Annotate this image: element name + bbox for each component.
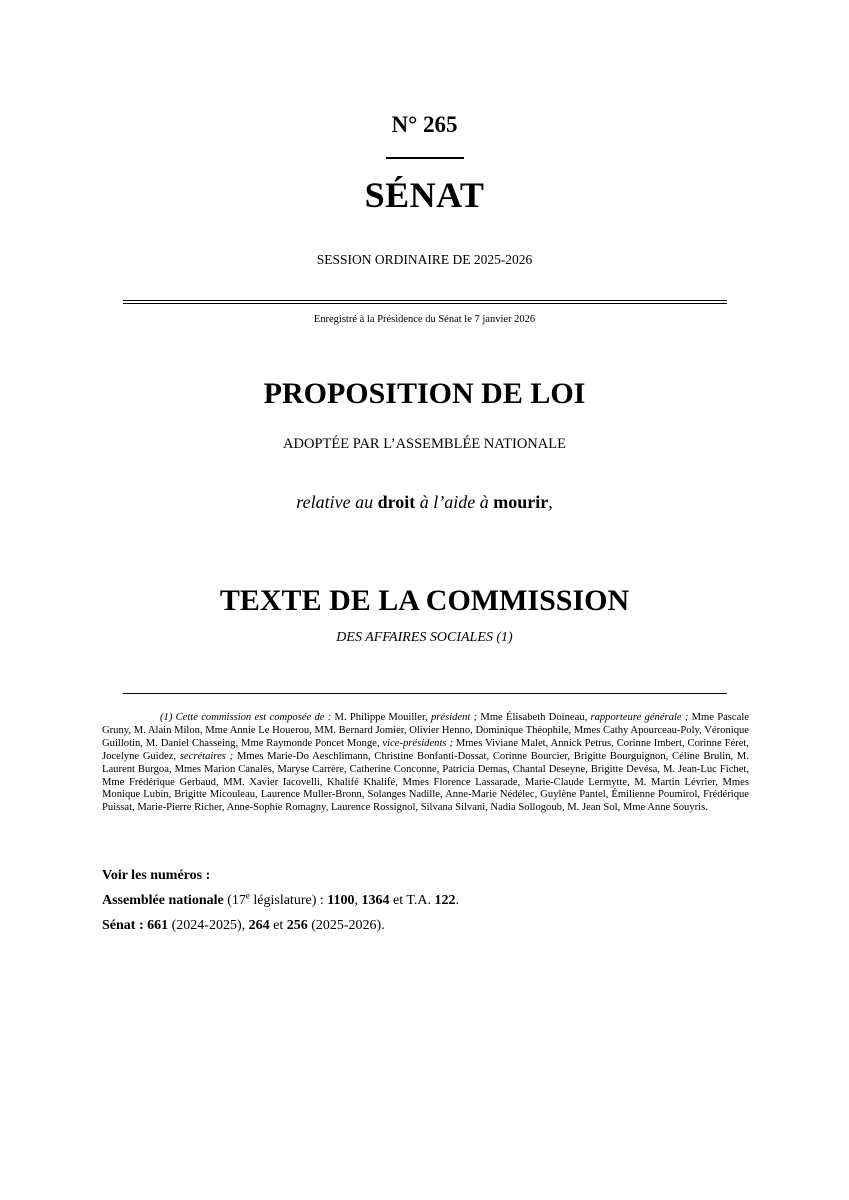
- legislature-number: 17: [231, 893, 246, 908]
- role-label: vice-présidents ;: [382, 737, 453, 749]
- proposal-subject: [0, 492, 849, 513]
- role-label: secrétaires ;: [179, 750, 234, 762]
- subject-keyword-droit: droit: [377, 492, 416, 512]
- session-years: (2025-2026).: [307, 918, 385, 933]
- footnote-intro: (1) Cette commission est composée de :: [160, 712, 335, 723]
- footnote-divider: [123, 693, 727, 694]
- subject-part: à l’aide à: [415, 492, 494, 512]
- session-line: SESSION ORDINAIRE DE 2025-2026: [316, 252, 533, 267]
- subject-part: relative au: [296, 492, 378, 512]
- proposal-title: PROPOSITION DE LOI: [263, 377, 586, 410]
- commission-title: TEXTE DE LA COMMISSION: [219, 584, 630, 617]
- role-label: président ;: [430, 712, 478, 723]
- chamber-title: SÉNAT: [364, 175, 485, 215]
- reference-number: 1364: [361, 893, 390, 908]
- session-years: (2024-2025),: [168, 918, 249, 933]
- members-text: Mme Élisabeth Doineau,: [477, 712, 591, 723]
- commission-subtitle: DES AFFAIRES SOCIALES (1): [336, 630, 513, 645]
- reference-number: 256: [286, 918, 308, 933]
- legislature-suffix: e: [245, 890, 250, 901]
- reference-number: 122: [434, 893, 456, 908]
- separator: et: [269, 918, 287, 933]
- members-text: M. Philippe Mouiller,: [334, 712, 431, 723]
- role-label: rapporteure générale ;: [590, 712, 689, 723]
- commission-members-footnote: [102, 712, 749, 815]
- reference-number: 1100: [327, 893, 355, 908]
- legislature-text: législature) :: [249, 893, 328, 908]
- senat-references: [102, 918, 802, 934]
- senat-label: Sénat :: [102, 918, 148, 933]
- double-divider: [123, 300, 727, 304]
- separator: et T.A.: [389, 893, 435, 908]
- members-text: Mmes Marie-Do Aeschlimann, Christine Bonfanti-Dossat, Corinne Bourcier, Brigitte Bourguignon, Céline Brulin, M. Laurent Burgoa, Mmes Marion Canalès, Maryse Carrère, Catherine Conconne, Patricia Demas, Chantal Deseyne, Brigitte Devésa, M. Jean-Luc Fichet, Mme Frédérique Gerbaud, MM. Xavier Iacovelli, Khalifé Khalifé, Mmes Florence Lassarade, Marie-Claude Lermytte, M. Martin Lévrier, Mmes Monique Lubin, Brigitte Micouleau, Laurence Muller-Bronn, Solanges Nadille, Anne-Marie Nédélec, Guylène Pantel, Émilienne Poumirol, Frédérique Puissat, Marie-Pierre Richer, Anne-Sophie Romagny, Laurence Rossignol, Silvana Silvani, Nadia Sollogoub, M. Jean Sol, Mme Anne Souyris.: [102, 750, 749, 814]
- members-text: Mmes Viviane Malet, Annick Petrus, Corinne Imbert, Corinne Féret, Jocelyne Guidez,: [102, 737, 749, 762]
- registration-line: Enregistré à la Présidence du Sénat le 7 janvier 2026: [313, 314, 536, 325]
- references-heading: [102, 868, 802, 884]
- paren-open: (: [223, 893, 232, 908]
- assemblee-references: [102, 890, 802, 909]
- assemblee-label: Assemblée nationale: [102, 893, 224, 908]
- document-number: N° 265: [391, 112, 458, 137]
- members-text: Mme Pascale Gruny, M. Alain Milon, Mme Annie Le Houerou, MM. Bernard Jomier, Olivier Henno, Dominique Théophile, Mmes Cathy Apourceau-Poly, Véronique Guillotin, M. Daniel Chasseing, Mme Raymonde Poncet Monge,: [102, 712, 749, 749]
- reference-number: 264: [248, 918, 270, 933]
- reference-number: 661: [147, 918, 169, 933]
- short-divider: [386, 157, 464, 159]
- separator: ,: [354, 893, 362, 908]
- references-heading-text: Voir les numéros :: [102, 868, 211, 883]
- separator: .: [455, 893, 459, 908]
- adopted-by-line: ADOPTÉE PAR L’ASSEMBLÉE NATIONALE: [283, 436, 566, 452]
- subject-part: ,: [548, 492, 553, 512]
- subject-keyword-mourir: mourir: [493, 492, 549, 512]
